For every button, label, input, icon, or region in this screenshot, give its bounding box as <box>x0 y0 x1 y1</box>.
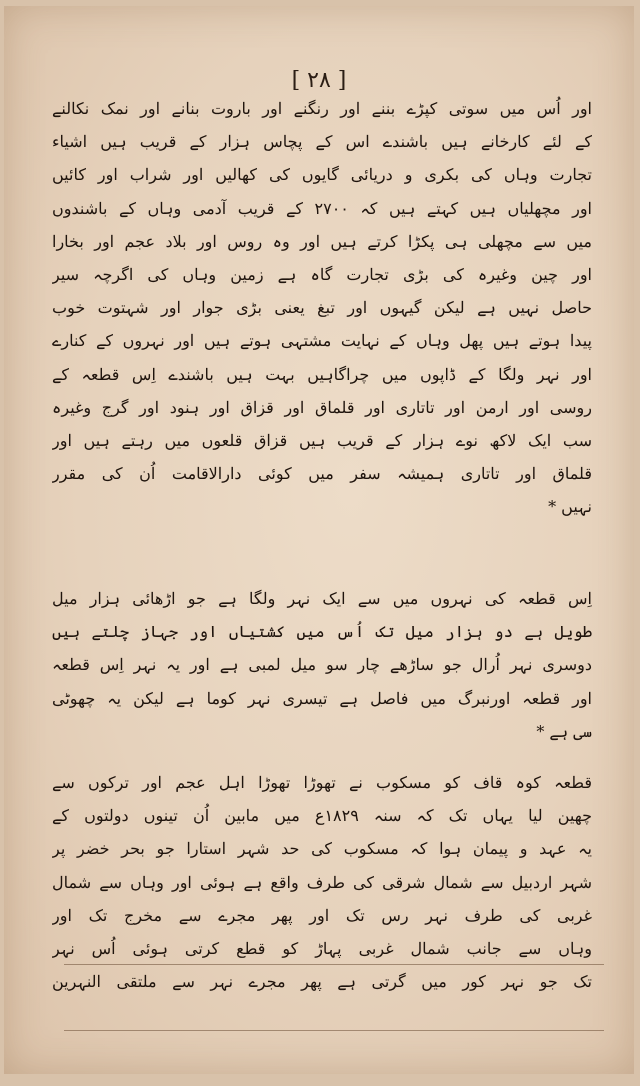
text-line: غربی کی طرف نہر رس تک اور پھر مجرے سے مخرج تک اور <box>52 905 592 925</box>
text-line: اور نہر ولگا کے ڈاپوں میں چراگاہیں بہت ہیں باشندے اِس قطعہ کے <box>52 364 592 384</box>
paragraph-2 <box>52 582 592 748</box>
text-line: پیدا ہوتے ہیں پھل وہاں کے نہایت مشتہی ہوتے ہیں اور نہروں کے کنارے <box>52 331 592 351</box>
underline-mark <box>64 964 604 965</box>
paragraph-1 <box>52 92 592 523</box>
text-line: چھین لیا یہاں تک کہ سنہ ١٨٢٩ع میں مابین اُن تینوں دولتوں کے <box>52 806 592 826</box>
text-line: طویل ہے دو ہزار میل تک اُس میں کشتیاں اور جہاز چلتے ہیں <box>52 622 592 642</box>
text-line: تک جو نہر کور میں گرتی ہے پھر مجرے نہر سے ملتقی النہرین <box>52 972 592 992</box>
text-line: اور مچھلیاں ہیں کہتے ہیں کہ ٢٧٠٠ کے قریب آدمی وہاں کے باشندوں <box>52 198 592 218</box>
text-line: شہر اردبیل سے شمال شرقی کی طرف واقع ہے ہوئی اور وہاں سے شمال <box>52 872 592 892</box>
underline-mark <box>64 1030 604 1031</box>
text-line: وہاں سے جانب شمال غربی پہاڑ کو قطع کرتی ہوئی اُس نہر <box>52 938 592 958</box>
text-line: سی ہے * <box>536 721 592 741</box>
text-line: تجارت وہاں کی بکری و دریائی گایوں کی کھالیں اور شراب اور کائیں <box>52 165 592 185</box>
text-line: یہ عہد و پیمان ہوا کہ مسکوب کی حد شہر استارا جو بحر خضر پر <box>52 839 592 859</box>
text-line: سب ایک لاکھ نوے ہزار کے قریب ہیں قزاق قلعوں میں رہتے ہیں اور <box>52 430 592 450</box>
text-line: قطعہ کوہ قاف کو مسکوب نے تھوڑا تھوڑا اہل عجم اور ترکوں سے <box>52 773 592 792</box>
page-number: [ ٢٨ ] <box>291 68 347 93</box>
text-line: حاصل نہیں ہے لیکن گیہوں اور تبغ یعنی بڑی جوار اور شہتوت خوب <box>52 298 592 318</box>
text-line: نہیں * <box>548 497 592 517</box>
text-line: میں سے مچھلی ہی پکڑا کرتے ہیں اور وہ روس اور بلاد عجم اور بخارا <box>52 231 592 251</box>
text-line: روسی اور ارمن اور تاتاری اور قلماق اور قزاق اور ہنود اور گرج وغیرہ <box>52 397 592 417</box>
text-line: اور قطعہ اورنبرگ میں فاصل ہے تیسری نہر کوما ہے لیکن یہ چھوٹی <box>52 688 592 708</box>
text-line: اِس قطعہ کی نہروں میں سے ایک نہر ولگا ہے جو اڑھائی ہزار میل <box>52 589 592 608</box>
text-line: کے لئے کارخانے ہیں باشندے اس کے پچاس ہزار کے قریب ہیں اشیاء <box>52 132 592 152</box>
text-line: اور اُس میں سوتی کپڑے بننے اور رنگنے اور باروت بنانے اور نمک نکالنے <box>52 99 592 118</box>
text-line: قلماق اور تاتاری ہمیشہ سفر میں کوئی دارالاقامت اُن کی مقرر <box>52 464 592 484</box>
text-line: دوسری نہر اُرال جو ساڑھے چار سو میل لمبی ہے اور یہ نہر اِس قطعہ <box>52 655 592 675</box>
text-line: اور چین وغیرہ کی بڑی تجارت گاہ ہے زمین وہاں کی اگرچہ سیر <box>52 264 592 284</box>
document-page <box>4 6 634 1074</box>
